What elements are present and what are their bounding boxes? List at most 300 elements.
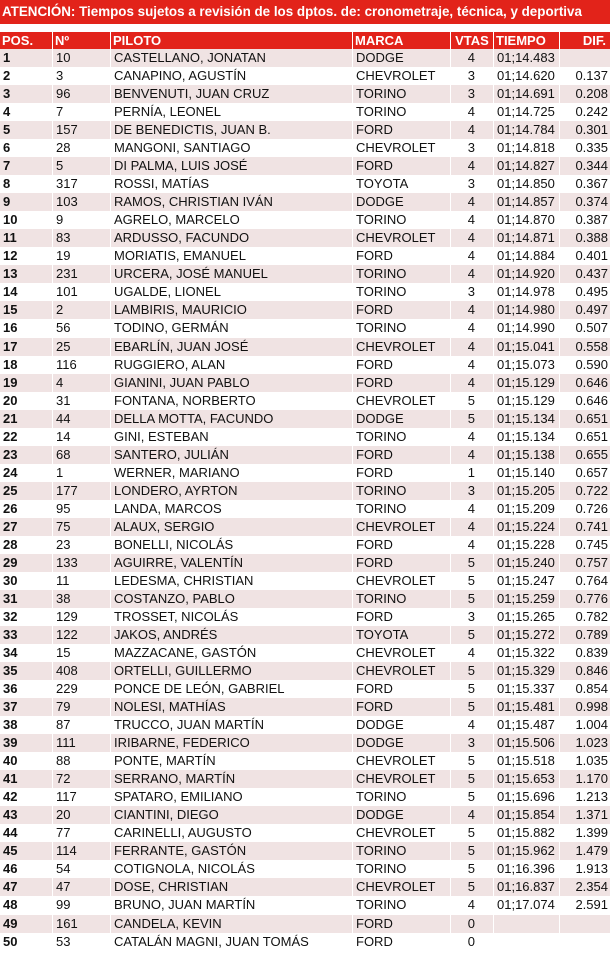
table-row xyxy=(0,193,610,211)
cell-number: 2 xyxy=(52,301,110,319)
cell-brand: FORD xyxy=(352,933,450,951)
cell-number: 68 xyxy=(52,446,110,464)
cell-driver: MORIATIS, EMANUEL xyxy=(110,247,352,265)
cell-pos: 47 xyxy=(0,878,52,896)
cell-pos: 7 xyxy=(0,157,52,175)
table-row xyxy=(0,518,610,536)
table-row xyxy=(0,608,610,626)
cell-pos: 17 xyxy=(0,338,52,356)
cell-gap: 0.839 xyxy=(559,644,610,662)
cell-driver: CANAPINO, AGUSTÍN xyxy=(110,67,352,85)
cell-laps: 4 xyxy=(450,428,493,446)
cell-brand: CHEVROLET xyxy=(352,662,450,680)
cell-laps: 4 xyxy=(450,536,493,554)
cell-time: 01;15.140 xyxy=(493,464,559,482)
table-row xyxy=(0,392,610,410)
cell-pos: 42 xyxy=(0,788,52,806)
cell-brand: DODGE xyxy=(352,193,450,211)
cell-pos: 50 xyxy=(0,933,52,951)
cell-pos: 4 xyxy=(0,103,52,121)
table-row xyxy=(0,157,610,175)
cell-number: 99 xyxy=(52,896,110,914)
cell-brand: DODGE xyxy=(352,49,450,67)
table-row xyxy=(0,67,610,85)
col-header-pos: POS. xyxy=(0,32,52,49)
cell-time: 01;15.653 xyxy=(493,770,559,788)
table-row xyxy=(0,554,610,572)
table-row xyxy=(0,247,610,265)
cell-driver: ALAUX, SERGIO xyxy=(110,518,352,536)
cell-brand: FORD xyxy=(352,121,450,139)
table-row xyxy=(0,175,610,193)
cell-time: 01;14.483 xyxy=(493,49,559,67)
cell-gap: 0.646 xyxy=(559,374,610,392)
cell-number: 54 xyxy=(52,860,110,878)
cell-driver: GINI, ESTEBAN xyxy=(110,428,352,446)
cell-number: 87 xyxy=(52,716,110,734)
cell-gap: 0.741 xyxy=(559,518,610,536)
cell-driver: RUGGIERO, ALAN xyxy=(110,356,352,374)
cell-pos: 41 xyxy=(0,770,52,788)
cell-number: 75 xyxy=(52,518,110,536)
cell-gap: 0.495 xyxy=(559,283,610,301)
cell-number: 9 xyxy=(52,211,110,229)
cell-brand: TORINO xyxy=(352,428,450,446)
cell-laps: 4 xyxy=(450,500,493,518)
cell-pos: 2 xyxy=(0,67,52,85)
cell-gap: 0.646 xyxy=(559,392,610,410)
cell-driver: TODINO, GERMÁN xyxy=(110,319,352,337)
cell-laps: 5 xyxy=(450,680,493,698)
cell-laps: 4 xyxy=(450,374,493,392)
cell-pos: 43 xyxy=(0,806,52,824)
cell-pos: 32 xyxy=(0,608,52,626)
cell-gap: 1.371 xyxy=(559,806,610,824)
cell-gap: 0.998 xyxy=(559,698,610,716)
cell-time: 01;14.827 xyxy=(493,157,559,175)
cell-number: 114 xyxy=(52,842,110,860)
cell-driver: LAMBIRIS, MAURICIO xyxy=(110,301,352,319)
cell-driver: WERNER, MARIANO xyxy=(110,464,352,482)
cell-gap: 1.004 xyxy=(559,716,610,734)
table-row xyxy=(0,915,610,933)
cell-number: 122 xyxy=(52,626,110,644)
cell-pos: 18 xyxy=(0,356,52,374)
cell-gap: 0.655 xyxy=(559,446,610,464)
table-row xyxy=(0,482,610,500)
cell-gap: 1.213 xyxy=(559,788,610,806)
cell-laps: 4 xyxy=(450,356,493,374)
cell-gap: 0.776 xyxy=(559,590,610,608)
cell-brand: TORINO xyxy=(352,500,450,518)
cell-time: 01;17.074 xyxy=(493,896,559,914)
cell-brand: TOYOTA xyxy=(352,175,450,193)
cell-driver: JAKOS, ANDRÉS xyxy=(110,626,352,644)
cell-driver: MAZZACANE, GASTÓN xyxy=(110,644,352,662)
cell-brand: FORD xyxy=(352,915,450,933)
cell-driver: PERNÍA, LEONEL xyxy=(110,103,352,121)
table-row xyxy=(0,644,610,662)
cell-pos: 9 xyxy=(0,193,52,211)
cell-laps: 3 xyxy=(450,608,493,626)
cell-driver: MANGONI, SANTIAGO xyxy=(110,139,352,157)
cell-number: 56 xyxy=(52,319,110,337)
cell-number: 177 xyxy=(52,482,110,500)
cell-laps: 4 xyxy=(450,121,493,139)
cell-number: 77 xyxy=(52,824,110,842)
cell-driver: CIANTINI, DIEGO xyxy=(110,806,352,824)
cell-brand: CHEVROLET xyxy=(352,572,450,590)
table-header-row xyxy=(0,32,610,49)
cell-number: 408 xyxy=(52,662,110,680)
cell-brand: CHEVROLET xyxy=(352,229,450,247)
table-row xyxy=(0,662,610,680)
cell-pos: 46 xyxy=(0,860,52,878)
cell-driver: ROSSI, MATÍAS xyxy=(110,175,352,193)
cell-gap: 0.651 xyxy=(559,428,610,446)
cell-laps: 3 xyxy=(450,175,493,193)
cell-number: 20 xyxy=(52,806,110,824)
cell-time: 01;15.854 xyxy=(493,806,559,824)
table-row xyxy=(0,752,610,770)
cell-gap: 0.301 xyxy=(559,121,610,139)
col-header-num: Nº xyxy=(52,32,110,49)
cell-driver: DELLA MOTTA, FACUNDO xyxy=(110,410,352,428)
cell-brand: CHEVROLET xyxy=(352,392,450,410)
cell-number: 231 xyxy=(52,265,110,283)
cell-driver: ORTELLI, GUILLERMO xyxy=(110,662,352,680)
cell-time: 01;15.224 xyxy=(493,518,559,536)
cell-number: 79 xyxy=(52,698,110,716)
cell-brand: TORINO xyxy=(352,482,450,500)
cell-gap: 0.344 xyxy=(559,157,610,175)
cell-brand: TORINO xyxy=(352,842,450,860)
table-row xyxy=(0,338,610,356)
table-row xyxy=(0,770,610,788)
table-row xyxy=(0,374,610,392)
table-row xyxy=(0,410,610,428)
revision-notice: ATENCIÓN: Tiempos sujetos a revisión de los dptos. de: cronometraje, técnica, y deportiva xyxy=(0,0,610,24)
cell-pos: 5 xyxy=(0,121,52,139)
table-row xyxy=(0,716,610,734)
cell-pos: 24 xyxy=(0,464,52,482)
cell-gap: 0.726 xyxy=(559,500,610,518)
cell-gap: 1.479 xyxy=(559,842,610,860)
cell-gap: 2.354 xyxy=(559,878,610,896)
cell-number: 25 xyxy=(52,338,110,356)
cell-pos: 45 xyxy=(0,842,52,860)
cell-brand: CHEVROLET xyxy=(352,67,450,85)
cell-pos: 26 xyxy=(0,500,52,518)
cell-brand: TOYOTA xyxy=(352,626,450,644)
cell-gap: 0.782 xyxy=(559,608,610,626)
cell-number: 96 xyxy=(52,85,110,103)
table-row xyxy=(0,211,610,229)
cell-number: 117 xyxy=(52,788,110,806)
cell-driver: CARINELLI, AUGUSTO xyxy=(110,824,352,842)
cell-laps: 4 xyxy=(450,518,493,536)
cell-brand: TORINO xyxy=(352,860,450,878)
cell-time: 01;14.725 xyxy=(493,103,559,121)
cell-brand: FORD xyxy=(352,680,450,698)
table-row xyxy=(0,139,610,157)
cell-number: 88 xyxy=(52,752,110,770)
cell-gap: 0.722 xyxy=(559,482,610,500)
cell-gap: 0.854 xyxy=(559,680,610,698)
cell-pos: 19 xyxy=(0,374,52,392)
cell-laps: 5 xyxy=(450,554,493,572)
cell-laps: 5 xyxy=(450,752,493,770)
cell-pos: 34 xyxy=(0,644,52,662)
cell-pos: 16 xyxy=(0,319,52,337)
cell-number: 14 xyxy=(52,428,110,446)
cell-laps: 3 xyxy=(450,139,493,157)
col-header-piloto: PILOTO xyxy=(110,32,352,49)
cell-time: 01;15.518 xyxy=(493,752,559,770)
cell-driver: EBARLÍN, JUAN JOSÉ xyxy=(110,338,352,356)
cell-brand: TORINO xyxy=(352,265,450,283)
table-row xyxy=(0,85,610,103)
cell-gap: 1.399 xyxy=(559,824,610,842)
cell-time: 01;15.138 xyxy=(493,446,559,464)
cell-laps: 5 xyxy=(450,788,493,806)
cell-number: 15 xyxy=(52,644,110,662)
cell-brand: TORINO xyxy=(352,85,450,103)
cell-number: 4 xyxy=(52,374,110,392)
cell-time: 01;14.620 xyxy=(493,67,559,85)
cell-laps: 4 xyxy=(450,193,493,211)
cell-number: 317 xyxy=(52,175,110,193)
cell-pos: 29 xyxy=(0,554,52,572)
cell-gap: 0.590 xyxy=(559,356,610,374)
cell-laps: 4 xyxy=(450,211,493,229)
cell-pos: 13 xyxy=(0,265,52,283)
cell-pos: 33 xyxy=(0,626,52,644)
cell-driver: FERRANTE, GASTÓN xyxy=(110,842,352,860)
cell-driver: LEDESMA, CHRISTIAN xyxy=(110,572,352,590)
cell-driver: RAMOS, CHRISTIAN IVÁN xyxy=(110,193,352,211)
cell-driver: ARDUSSO, FACUNDO xyxy=(110,229,352,247)
cell-laps: 0 xyxy=(450,933,493,951)
cell-pos: 31 xyxy=(0,590,52,608)
cell-number: 10 xyxy=(52,49,110,67)
cell-laps: 4 xyxy=(450,103,493,121)
table-row xyxy=(0,356,610,374)
table-row xyxy=(0,536,610,554)
cell-pos: 14 xyxy=(0,283,52,301)
table-row xyxy=(0,590,610,608)
cell-laps: 5 xyxy=(450,410,493,428)
cell-driver: SERRANO, MARTÍN xyxy=(110,770,352,788)
cell-pos: 12 xyxy=(0,247,52,265)
cell-number: 116 xyxy=(52,356,110,374)
cell-laps: 3 xyxy=(450,482,493,500)
cell-gap: 0.401 xyxy=(559,247,610,265)
cell-time: 01;15.205 xyxy=(493,482,559,500)
cell-number: 83 xyxy=(52,229,110,247)
cell-gap: 0.745 xyxy=(559,536,610,554)
cell-driver: FONTANA, NORBERTO xyxy=(110,392,352,410)
cell-brand: FORD xyxy=(352,698,450,716)
cell-brand: DODGE xyxy=(352,410,450,428)
cell-number: 23 xyxy=(52,536,110,554)
cell-brand: CHEVROLET xyxy=(352,139,450,157)
cell-gap: 2.591 xyxy=(559,896,610,914)
cell-brand: FORD xyxy=(352,301,450,319)
cell-laps: 4 xyxy=(450,644,493,662)
cell-time: 01;15.134 xyxy=(493,428,559,446)
cell-laps: 4 xyxy=(450,157,493,175)
cell-time: 01;15.322 xyxy=(493,644,559,662)
cell-driver: CASTELLANO, JONATAN xyxy=(110,49,352,67)
cell-laps: 5 xyxy=(450,842,493,860)
cell-time: 01;15.272 xyxy=(493,626,559,644)
table-row xyxy=(0,896,610,914)
cell-brand: FORD xyxy=(352,554,450,572)
cell-time xyxy=(493,915,559,933)
cell-driver: BENVENUTI, JUAN CRUZ xyxy=(110,85,352,103)
table-row xyxy=(0,878,610,896)
cell-laps: 1 xyxy=(450,464,493,482)
cell-brand: CHEVROLET xyxy=(352,752,450,770)
cell-brand: CHEVROLET xyxy=(352,518,450,536)
cell-gap: 0.335 xyxy=(559,139,610,157)
cell-driver: COTIGNOLA, NICOLÁS xyxy=(110,860,352,878)
cell-gap: 0.374 xyxy=(559,193,610,211)
cell-pos: 3 xyxy=(0,85,52,103)
cell-pos: 6 xyxy=(0,139,52,157)
cell-driver: AGRELO, MARCELO xyxy=(110,211,352,229)
table-row xyxy=(0,824,610,842)
cell-time xyxy=(493,933,559,951)
table-row xyxy=(0,626,610,644)
cell-time: 01;14.884 xyxy=(493,247,559,265)
cell-time: 01;14.850 xyxy=(493,175,559,193)
cell-number: 101 xyxy=(52,283,110,301)
cell-gap: 0.387 xyxy=(559,211,610,229)
cell-pos: 44 xyxy=(0,824,52,842)
cell-laps: 0 xyxy=(450,915,493,933)
cell-driver: GIANINI, JUAN PABLO xyxy=(110,374,352,392)
cell-pos: 8 xyxy=(0,175,52,193)
table-row xyxy=(0,500,610,518)
cell-time: 01;14.870 xyxy=(493,211,559,229)
col-header-vtas: VTAS xyxy=(450,32,493,49)
cell-brand: FORD xyxy=(352,464,450,482)
cell-laps: 3 xyxy=(450,67,493,85)
table-row xyxy=(0,860,610,878)
cell-brand: FORD xyxy=(352,608,450,626)
cell-number: 44 xyxy=(52,410,110,428)
col-header-marca: MARCA xyxy=(352,32,450,49)
cell-gap: 0.846 xyxy=(559,662,610,680)
cell-pos: 1 xyxy=(0,49,52,67)
table-row xyxy=(0,698,610,716)
cell-brand: FORD xyxy=(352,374,450,392)
cell-driver: SANTERO, JULIÁN xyxy=(110,446,352,464)
cell-laps: 3 xyxy=(450,283,493,301)
cell-pos: 25 xyxy=(0,482,52,500)
cell-number: 72 xyxy=(52,770,110,788)
cell-time: 01;14.818 xyxy=(493,139,559,157)
cell-laps: 4 xyxy=(450,716,493,734)
cell-gap: 0.757 xyxy=(559,554,610,572)
cell-time: 01;15.696 xyxy=(493,788,559,806)
cell-brand: DODGE xyxy=(352,716,450,734)
cell-gap: 1.035 xyxy=(559,752,610,770)
cell-driver: BRUNO, JUAN MARTÍN xyxy=(110,896,352,914)
cell-gap: 0.657 xyxy=(559,464,610,482)
cell-time: 01;15.882 xyxy=(493,824,559,842)
table-row xyxy=(0,806,610,824)
table-row xyxy=(0,572,610,590)
cell-gap: 0.789 xyxy=(559,626,610,644)
cell-laps: 5 xyxy=(450,626,493,644)
cell-brand: CHEVROLET xyxy=(352,878,450,896)
cell-driver: TROSSET, NICOLÁS xyxy=(110,608,352,626)
cell-pos: 35 xyxy=(0,662,52,680)
cell-pos: 27 xyxy=(0,518,52,536)
cell-brand: DODGE xyxy=(352,734,450,752)
cell-driver: NOLESI, MATHÍAS xyxy=(110,698,352,716)
cell-laps: 4 xyxy=(450,319,493,337)
cell-gap: 0.764 xyxy=(559,572,610,590)
cell-time: 01;15.329 xyxy=(493,662,559,680)
table-row xyxy=(0,319,610,337)
cell-time: 01;14.857 xyxy=(493,193,559,211)
cell-laps: 4 xyxy=(450,301,493,319)
cell-brand: TORINO xyxy=(352,211,450,229)
cell-driver: SPATARO, EMILIANO xyxy=(110,788,352,806)
cell-gap: 1.170 xyxy=(559,770,610,788)
cell-pos: 20 xyxy=(0,392,52,410)
cell-number: 157 xyxy=(52,121,110,139)
cell-time: 01;15.129 xyxy=(493,374,559,392)
cell-pos: 40 xyxy=(0,752,52,770)
cell-laps: 5 xyxy=(450,590,493,608)
table-row xyxy=(0,788,610,806)
cell-brand: CHEVROLET xyxy=(352,338,450,356)
cell-brand: TORINO xyxy=(352,319,450,337)
cell-time: 01;15.265 xyxy=(493,608,559,626)
cell-number: 161 xyxy=(52,915,110,933)
table-row xyxy=(0,734,610,752)
cell-brand: TORINO xyxy=(352,103,450,121)
cell-number: 19 xyxy=(52,247,110,265)
cell-number: 28 xyxy=(52,139,110,157)
cell-gap xyxy=(559,49,610,67)
cell-time: 01;16.396 xyxy=(493,860,559,878)
cell-laps: 5 xyxy=(450,662,493,680)
cell-time: 01;15.487 xyxy=(493,716,559,734)
cell-laps: 5 xyxy=(450,860,493,878)
cell-laps: 4 xyxy=(450,49,493,67)
cell-brand: FORD xyxy=(352,536,450,554)
cell-number: 53 xyxy=(52,933,110,951)
cell-number: 129 xyxy=(52,608,110,626)
cell-driver: COSTANZO, PABLO xyxy=(110,590,352,608)
cell-gap: 0.497 xyxy=(559,301,610,319)
cell-driver: UGALDE, LIONEL xyxy=(110,283,352,301)
cell-pos: 21 xyxy=(0,410,52,428)
cell-time: 01;15.073 xyxy=(493,356,559,374)
cell-laps: 4 xyxy=(450,446,493,464)
cell-gap xyxy=(559,915,610,933)
cell-gap: 1.023 xyxy=(559,734,610,752)
cell-time: 01;14.920 xyxy=(493,265,559,283)
cell-number: 11 xyxy=(52,572,110,590)
table-row xyxy=(0,680,610,698)
